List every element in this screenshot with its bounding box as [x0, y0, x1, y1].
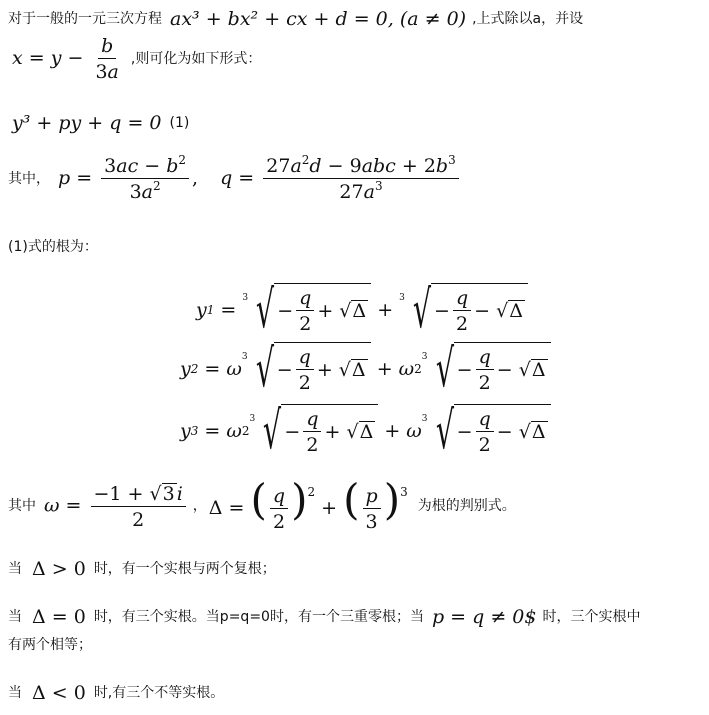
- root-y3: y 3 = ω 2 3 √ − $\frac{q}{2}$ + √ Δ + ω 3 √ − $\frac{q}{2}$ − √ Δ: [180, 400, 551, 462]
- case3-when: 当: [8, 685, 22, 701]
- case2-condition2: p = q ≠ 0$: [431, 606, 537, 628]
- p-definition: p = $\frac{3ac - b^2}{3a^2}$ ,: [58, 153, 199, 203]
- root-y1: y 1 = 3 √ − $\frac{q}{2}$ + √ Δ + 3 √ − $\frac{q}{2}$ − √ Δ: [196, 282, 551, 338]
- omega-definition: ω = $\frac{-1 + √3 i}{2}$: [44, 483, 189, 530]
- discriminant-label: 为根的判别式。: [417, 498, 516, 514]
- case2-condition: Δ = 0: [32, 606, 86, 628]
- intro-text: 对于一般的一元三次方程: [8, 11, 162, 27]
- pq-definition-line: [8, 153, 462, 203]
- roots-heading: (1)式的根为：: [8, 239, 98, 255]
- where-label-2: 其中: [8, 498, 36, 514]
- case2-text: 时，有三个实根。当p=q=0时，有一个三重零根；当: [93, 609, 424, 625]
- intro-line: [8, 8, 583, 30]
- omega-delta-line: [8, 475, 516, 533]
- case1-condition: Δ > 0: [32, 558, 86, 580]
- case1-when: 当: [8, 561, 22, 577]
- case3-condition: Δ < 0: [32, 682, 86, 704]
- depressed-cubic-line: [12, 112, 189, 134]
- root-y2: y 2 = ω 3 √ − $\frac{q}{2}$ + √ Δ + ω 2 3 √ − $\frac{q}{2}$ − √ Δ: [180, 338, 551, 400]
- equation-tag: (1): [169, 115, 190, 131]
- substitution-suffix: ,则可化为如下形式：: [130, 51, 262, 67]
- q-definition: q = $\frac{27a^2d - 9abc + 2b^3}{27a^3}$: [220, 156, 462, 202]
- intro-suffix: ,上式除以a，并设: [472, 11, 584, 27]
- case-positive: [8, 558, 276, 580]
- case3-text: 时,有三个不等实根。: [93, 685, 225, 701]
- case1-text: 时，有一个实根与两个复根；: [93, 561, 276, 577]
- substitution-line: [12, 36, 261, 82]
- discriminant-definition: Δ = ( $\frac{q}{2}$ )$^2$ + ( $\frac{p}{3}$ )$^3$: [208, 475, 408, 533]
- case2-text2: 时，三个实根中: [542, 609, 641, 625]
- substitution-visual: x = y − $\frac{b}{3a}$: [12, 35, 119, 83]
- cubic-equation: ax³ + bx² + cx + d = 0, (a ≠ 0): [170, 8, 467, 30]
- case-zero: [8, 606, 640, 628]
- depressed-cubic: y³ + py + q = 0: [12, 112, 162, 134]
- roots-block: [180, 282, 551, 462]
- where-label: 其中，: [8, 171, 50, 187]
- separator: ，: [192, 498, 207, 514]
- case-negative: [8, 682, 224, 704]
- case2-continuation: 有两个相等；: [8, 637, 92, 653]
- case2-when: 当: [8, 609, 22, 625]
